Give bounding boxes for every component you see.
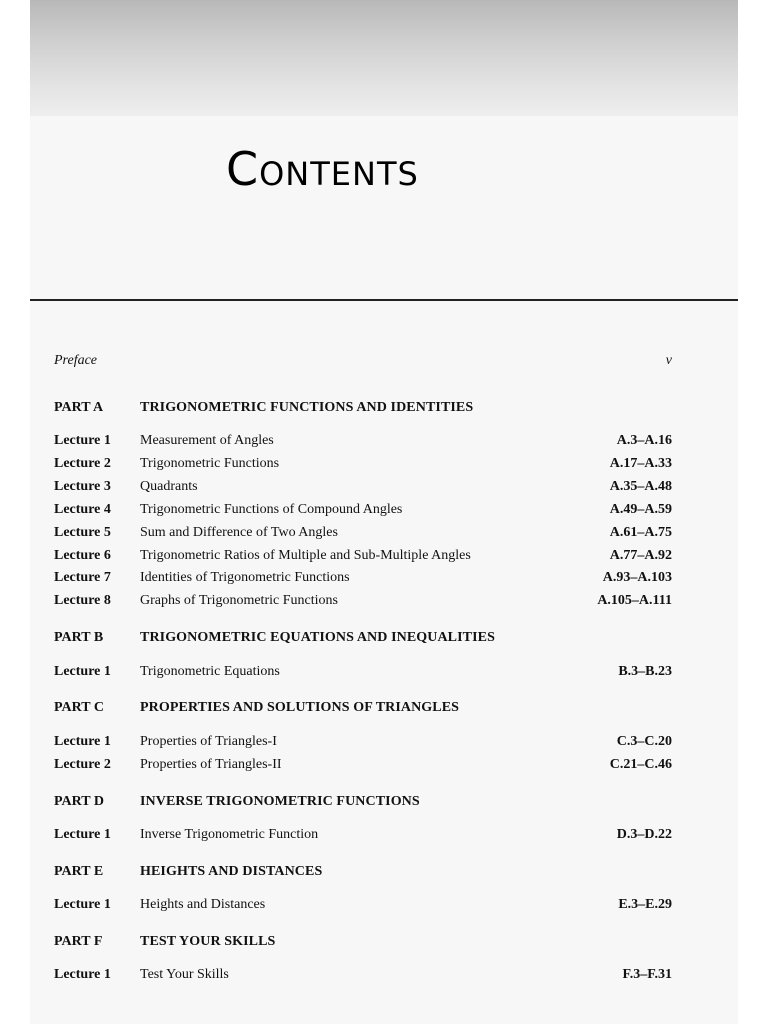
page-range: C.3–C.20 — [616, 734, 672, 749]
part-title: TEST YOUR SKILLS — [140, 934, 276, 949]
lecture-title: Identities of Trigonometric Functions — [140, 570, 350, 585]
toc-row[interactable] — [30, 662, 738, 682]
toc-row[interactable] — [30, 732, 738, 752]
page-range: A.17–A.33 — [609, 456, 672, 471]
toc-row[interactable] — [30, 755, 738, 775]
lecture-label: Lecture 5 — [54, 525, 111, 540]
toc-row[interactable] — [30, 825, 738, 845]
part-label: PART C — [54, 700, 104, 715]
toc-row[interactable] — [30, 500, 738, 520]
toc-row[interactable] — [30, 591, 738, 611]
part-title: HEIGHTS AND DISTANCES — [140, 864, 323, 879]
part-heading-row[interactable] — [30, 792, 738, 812]
toc-row-preface[interactable] — [30, 351, 738, 371]
part-label: PART B — [54, 630, 104, 645]
page-range: A.61–A.75 — [609, 525, 672, 540]
page-range: A.3–A.16 — [616, 433, 672, 448]
lecture-title: Properties of Triangles-I — [140, 734, 277, 749]
lecture-label: Lecture 1 — [54, 827, 111, 842]
preface-label: Preface — [54, 353, 98, 368]
part-heading-row[interactable] — [30, 398, 738, 418]
page-range: F.3–F.31 — [622, 967, 672, 982]
part-label: PART F — [54, 934, 103, 949]
lecture-title: Graphs of Trigonometric Functions — [140, 593, 338, 608]
lecture-label: Lecture 1 — [54, 664, 111, 679]
toc-row[interactable] — [30, 454, 738, 474]
page-range: A.77–A.92 — [609, 548, 672, 563]
page-range: E.3–E.29 — [618, 897, 672, 912]
toc-row[interactable] — [30, 523, 738, 543]
part-title: PROPERTIES AND SOLUTIONS OF TRIANGLES — [140, 700, 460, 715]
toc-row[interactable] — [30, 895, 738, 915]
lecture-title: Sum and Difference of Two Angles — [140, 525, 338, 540]
lecture-title: Trigonometric Equations — [140, 664, 280, 679]
lecture-label: Lecture 8 — [54, 593, 111, 608]
part-heading-row[interactable] — [30, 698, 738, 718]
part-heading-row[interactable] — [30, 628, 738, 648]
lecture-label: Lecture 7 — [54, 570, 111, 585]
lecture-label: Lecture 1 — [54, 967, 111, 982]
lecture-title: Test Your Skills — [140, 967, 229, 982]
page-range: A.93–A.103 — [602, 570, 672, 585]
lecture-title: Properties of Triangles-II — [140, 757, 282, 772]
lecture-title: Trigonometric Functions — [140, 456, 280, 471]
part-label: PART D — [54, 794, 104, 809]
lecture-label: Lecture 1 — [54, 897, 111, 912]
lecture-label: Lecture 2 — [54, 757, 111, 772]
toc-row[interactable] — [30, 546, 738, 566]
lecture-title: Inverse Trigonometric Function — [140, 827, 319, 842]
page-range: A.35–A.48 — [609, 479, 672, 494]
lecture-label: Lecture 1 — [54, 734, 111, 749]
preface-page: v — [665, 353, 672, 368]
toc-row[interactable] — [30, 477, 738, 497]
part-heading-row[interactable] — [30, 932, 738, 952]
lecture-label: Lecture 4 — [54, 502, 111, 517]
lecture-label: Lecture 1 — [54, 433, 111, 448]
lecture-label: Lecture 3 — [54, 479, 111, 494]
page-title: Contents — [226, 142, 419, 196]
part-title: TRIGONOMETRIC EQUATIONS AND INEQUALITIES — [140, 630, 495, 645]
part-heading-row[interactable] — [30, 862, 738, 882]
toc-row[interactable] — [30, 965, 738, 985]
lecture-title: Heights and Distances — [140, 897, 266, 912]
part-label: PART E — [54, 864, 104, 879]
lecture-label: Lecture 2 — [54, 456, 111, 471]
page-range: A.105–A.111 — [597, 593, 672, 608]
page-range: A.49–A.59 — [609, 502, 672, 517]
page-range: C.21–C.46 — [609, 757, 672, 772]
lecture-title: Measurement of Angles — [140, 433, 274, 448]
lecture-title: Trigonometric Functions of Compound Angles — [140, 502, 403, 517]
toc-row[interactable] — [30, 431, 738, 451]
lecture-label: Lecture 6 — [54, 548, 111, 563]
header-band — [30, 0, 738, 116]
lecture-title: Trigonometric Ratios of Multiple and Sub-Multiple Angles — [140, 548, 471, 563]
part-title: TRIGONOMETRIC FUNCTIONS AND IDENTITIES — [140, 400, 474, 415]
part-label: PART A — [54, 400, 104, 415]
page-range: B.3–B.23 — [618, 664, 672, 679]
page-range: D.3–D.22 — [616, 827, 672, 842]
title-divider — [30, 299, 738, 301]
book-page — [30, 0, 738, 1024]
lecture-title: Quadrants — [140, 479, 198, 494]
part-title: INVERSE TRIGONOMETRIC FUNCTIONS — [140, 794, 420, 809]
toc-row[interactable] — [30, 568, 738, 588]
